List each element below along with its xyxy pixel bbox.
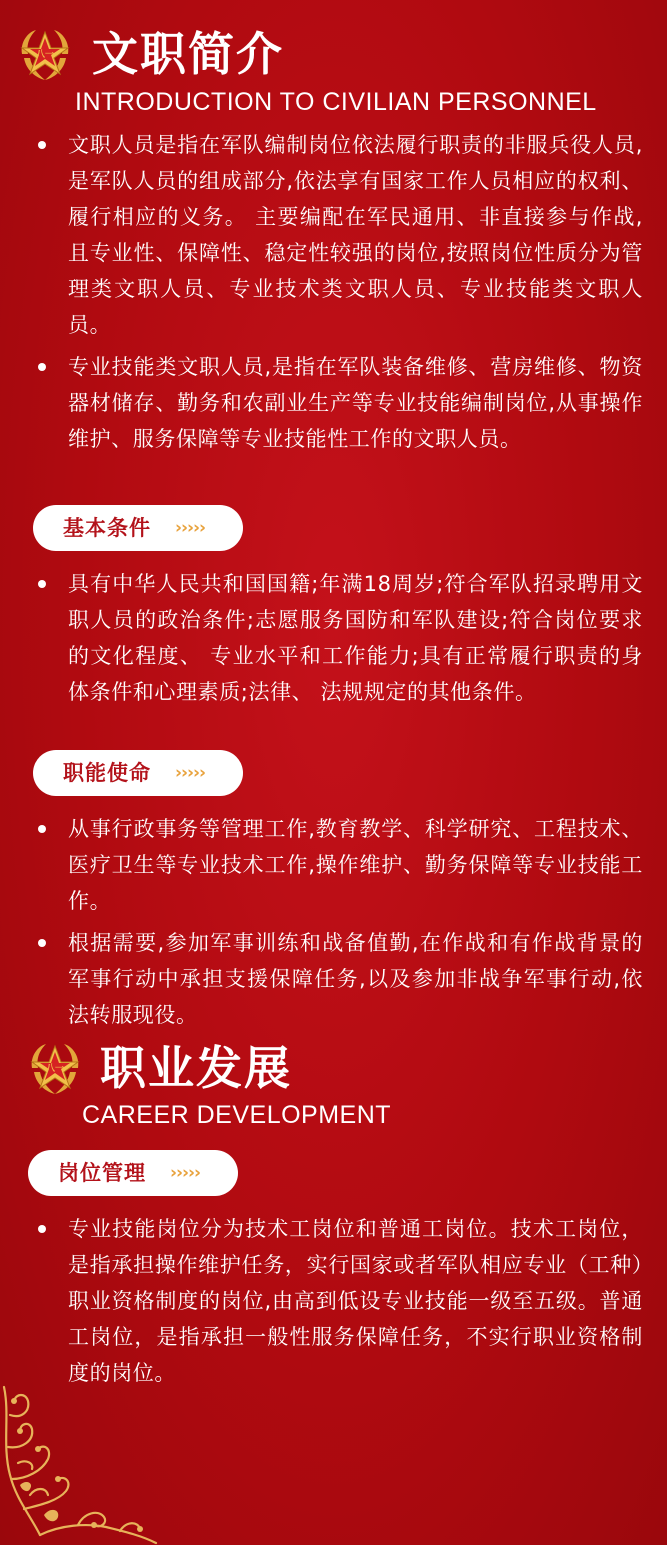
list-item: 具有中华人民共和国国籍;年满18周岁;符合军队招录聘用文职人员的政治条件;志愿服务国防和军队建设;符合岗位要求的文化程度、 专业水平和工作能力;具有正常履行职责的身体条件和心理素质;法律、 法规规定的其他条件。 <box>0 566 667 710</box>
section-header-career <box>0 1034 667 1130</box>
basic-conditions-pill <box>33 505 243 551</box>
pill-label: 职能使命 <box>63 760 151 785</box>
mission-pill <box>33 750 243 796</box>
chevrons-right-icon: ››››› <box>175 518 206 538</box>
intro-bullet-list <box>0 127 667 463</box>
list-item: 文职人员是指在军队编制岗位依法履行职责的非服兵役人员,是军队人员的组成部分,依法享有国家工作人员相应的权利、履行相应的义务。 主要编配在军民通用、非直接参与作战,且专业性、保障性、稳定性较强的岗位,按照岗位性质分为管理类文职人员、专业技术类文职人员、专业技能类文职人员。 <box>0 127 667 343</box>
section-title-en: CAREER DEVELOPMENT <box>82 1101 392 1129</box>
mission-list <box>0 811 667 1039</box>
svg-text:八一: 八一 <box>45 1064 65 1074</box>
list-item: 专业技能类文职人员,是指在军队装备维修、营房维修、物资器材储存、勤务和农副业生产等专业技能编制岗位,从事操作维护、服务保障等专业技能性工作的文职人员。 <box>0 349 667 457</box>
pill-label: 基本条件 <box>63 515 151 540</box>
post-management-pill <box>28 1150 238 1196</box>
gold-floral-corner-ornament <box>0 1375 165 1545</box>
chevrons-right-icon: ››››› <box>175 763 206 783</box>
list-item: 根据需要,参加军事训练和战备值勤,在作战和有作战背景的军事行动中承担支援保障任务,以及参加非战争军事行动,依法转服现役。 <box>0 925 667 1033</box>
chevrons-right-icon: ››››› <box>170 1163 201 1183</box>
post-management-list <box>0 1211 667 1397</box>
army-star-emblem-icon <box>14 24 76 86</box>
section-title-cn: 职业发展 <box>100 1041 292 1095</box>
basic-conditions-list <box>0 566 667 716</box>
section-header-intro <box>0 22 667 118</box>
list-item: 从事行政事务等管理工作,教育教学、科学研究、工程技术、医疗卫生等专业技术工作,操作维护、勤务保障等专业技能工作。 <box>0 811 667 919</box>
svg-text:八一: 八一 <box>35 50 55 60</box>
army-star-emblem-icon <box>24 1038 86 1100</box>
section-title-en: INTRODUCTION TO CIVILIAN PERSONNEL <box>75 88 597 116</box>
pill-label: 岗位管理 <box>58 1160 146 1185</box>
list-item: 专业技能岗位分为技术工岗位和普通工岗位。技术工岗位，是指承担操作维护任务，实行国家或者军队相应专业（工种）职业资格制度的岗位,由高到低设专业技能一级至五级。普通工岗位，是指承担一般性服务保障任务，不实行职业资格制度的岗位。 <box>0 1211 667 1391</box>
section-title-cn: 文职简介 <box>92 27 284 81</box>
